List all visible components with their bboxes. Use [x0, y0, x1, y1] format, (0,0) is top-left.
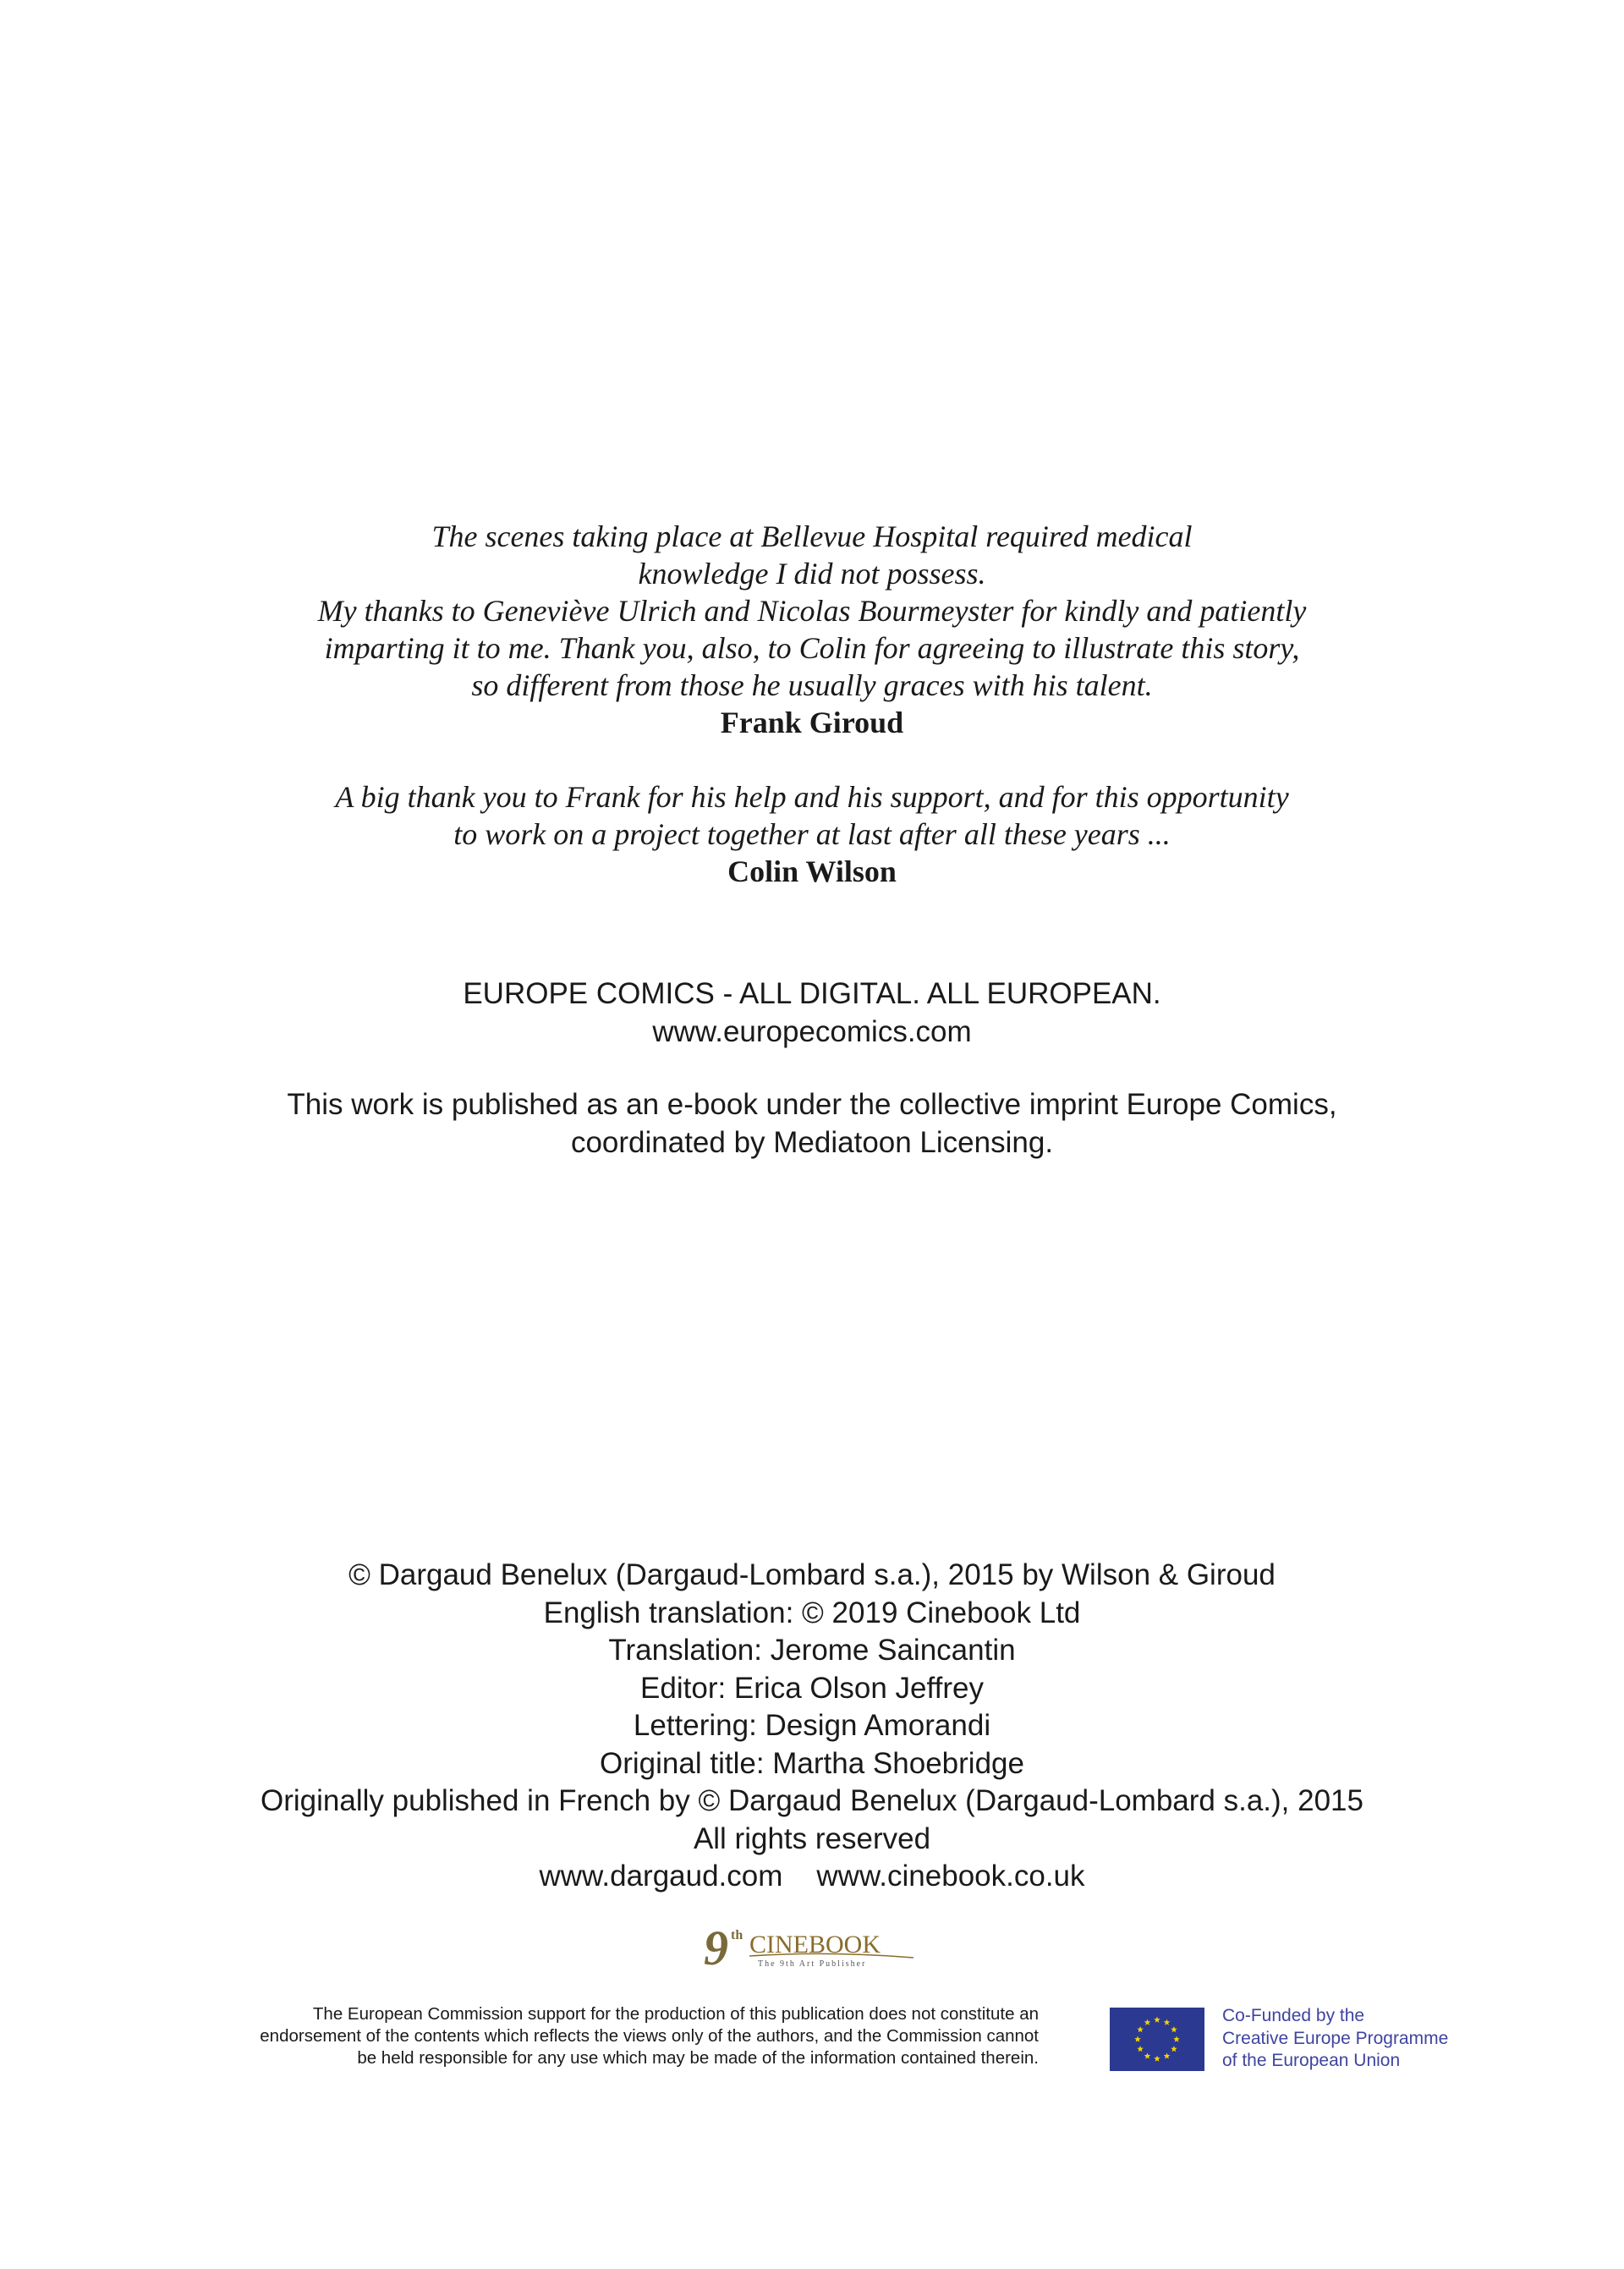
- logo-name: CINEBOOK: [749, 1931, 881, 1959]
- ack-line: My thanks to Geneviève Ulrich and Nicolas Bourmeyster for kindly and patiently: [317, 594, 1307, 628]
- europe-comics-block: [0, 975, 1624, 1051]
- cinebook-url[interactable]: www.cinebook.co.uk: [816, 1860, 1085, 1893]
- ack-line: The scenes taking place at Bellevue Hospital required medical: [431, 519, 1193, 553]
- credit-line: All rights reserved: [693, 1821, 931, 1855]
- credit-line: Editor: Erica Olson Jeffrey: [640, 1671, 984, 1705]
- imprint-line: coordinated by Mediatoon Licensing.: [570, 1126, 1054, 1159]
- eu-funding-text: [1222, 2005, 1448, 2073]
- credit-line: English translation: © 2019 Cinebook Ltd: [543, 1596, 1081, 1629]
- credits-block: [0, 1557, 1624, 1896]
- credit-line: Lettering: Design Amorandi: [633, 1709, 991, 1742]
- eu-funding-line: Co-Funded by the: [1222, 2006, 1365, 2025]
- signature-colin-wilson: Colin Wilson: [727, 854, 897, 888]
- signature-frank-giroud: Frank Giroud: [720, 706, 904, 739]
- credit-line: © Dargaud Benelux (Dargaud-Lombard s.a.), 2015 by Wilson & Giroud: [348, 1558, 1276, 1591]
- credit-line: Translation: Jerome Saincantin: [608, 1634, 1016, 1667]
- imprint-line: This work is published as an e-book under the collective imprint Europe Comics,: [287, 1088, 1337, 1121]
- acknowledgement-wilson: [0, 778, 1624, 890]
- disclaimer-line: be held responsible for any use which may be made of the information contained therein.: [357, 2048, 1039, 2068]
- europe-comics-url[interactable]: www.europecomics.com: [652, 1015, 972, 1048]
- ack-line: knowledge I did not possess.: [638, 557, 986, 591]
- logo-subtitle: The 9th Art Publisher: [758, 1959, 867, 1969]
- credit-urls: [0, 1858, 1624, 1896]
- credit-line: Originally published in French by © Dargaud Benelux (Dargaud-Lombard s.a.), 2015: [261, 1784, 1363, 1817]
- ec-disclaimer: [102, 2003, 1039, 2069]
- dargaud-url[interactable]: www.dargaud.com: [539, 1860, 783, 1893]
- disclaimer-line: The European Commission support for the production of this publication does not constitute an: [312, 2004, 1039, 2024]
- ack-line: to work on a project together at last after all these years ...: [453, 817, 1171, 851]
- imprint-notice: [0, 1085, 1624, 1162]
- ack-line: imparting it to me. Thank you, also, to Colin for agreeing to illustrate this story,: [324, 631, 1300, 665]
- europe-comics-tagline: EUROPE COMICS - ALL DIGITAL. ALL EUROPEAN.: [463, 977, 1161, 1010]
- eu-funding-line: Creative Europe Programme: [1222, 2028, 1449, 2048]
- disclaimer-line: endorsement of the contents which reflects the views only of the authors, and the Commission cannot: [260, 2026, 1039, 2046]
- ack-line: A big thank you to Frank for his help and his support, and for this opportunity: [335, 780, 1289, 814]
- cinebook-logo: [702, 1922, 922, 1973]
- cinebook-logo-graphic: [702, 1922, 922, 1973]
- eu-flag-icon: [1110, 2008, 1204, 2071]
- credit-line: Original title: Martha Shoebridge: [600, 1746, 1024, 1780]
- logo-superscript: th: [731, 1928, 743, 1942]
- acknowledgement-giroud: [0, 518, 1624, 741]
- logo-number: 9: [704, 1922, 728, 1973]
- eu-funding-line: of the European Union: [1222, 2051, 1401, 2070]
- ack-line: so different from those he usually graces with his talent.: [471, 668, 1153, 702]
